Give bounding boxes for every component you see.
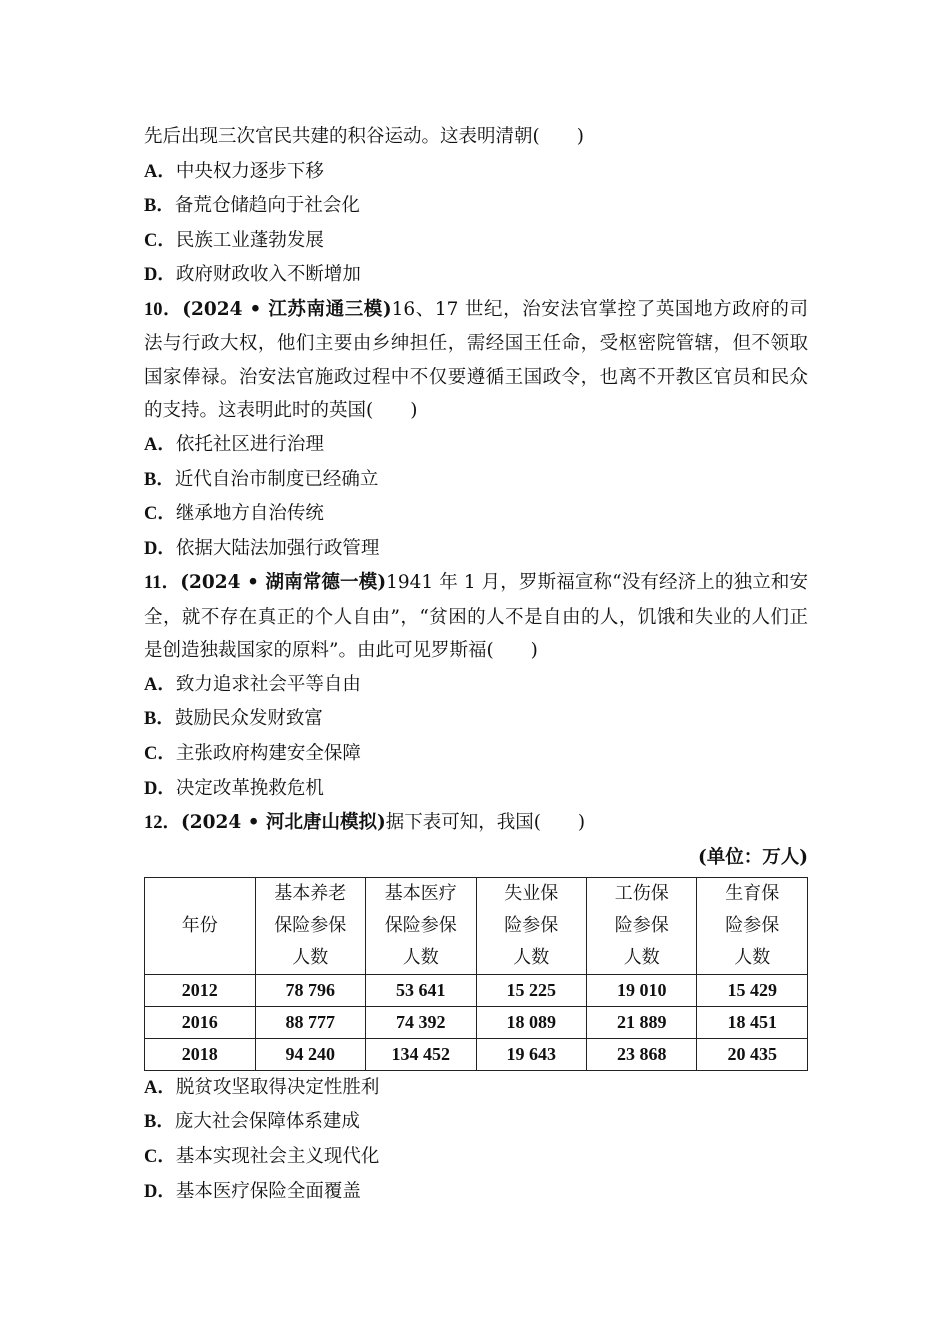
- q12-option-b: B．庞大社会保障体系建成: [144, 1111, 360, 1133]
- header-unemployment: 失业保 险参保 人数: [476, 877, 586, 974]
- header-work-injury: 工伤保 险参保 人数: [586, 877, 696, 974]
- table-cell: 21 889: [586, 1006, 696, 1038]
- table-cell: 23 868: [586, 1038, 696, 1070]
- q11-stem: 11．(2024 • 湖南常德一模)1941 年 1 月，罗斯福宣称“没有经济上的独立和安全，就不存在真正的个人自由”，“贫困的人不是自由的人，饥饿和失业的人们正是创造独裁国家的原料”。由此可见罗斯福( ): [144, 572, 808, 662]
- header-maternity: 生育保 险参保 人数: [697, 877, 808, 974]
- q11-option-b: B．鼓励民众发财致富: [144, 708, 323, 730]
- table-cell: 15 429: [697, 974, 808, 1006]
- header-medical: 基本医疗 保险参保 人数: [366, 877, 476, 974]
- q10-option-c: C．继承地方自治传统: [144, 503, 324, 525]
- table-cell: 88 777: [255, 1006, 365, 1038]
- q12-unit-label: (单位：万人): [697, 846, 808, 868]
- table-row: [145, 974, 808, 1006]
- table-cell: 19 643: [476, 1038, 586, 1070]
- header-pension: 基本养老 保险参保 人数: [255, 877, 365, 974]
- insurance-table: [144, 877, 808, 1071]
- table-cell: 94 240: [255, 1038, 365, 1070]
- table-row: [145, 1006, 808, 1038]
- q9-option-b: B．备荒仓储趋向于社会化: [144, 195, 360, 217]
- table-header-row: [145, 877, 808, 974]
- table-cell: 78 796: [255, 974, 365, 1006]
- table-cell: 74 392: [366, 1006, 476, 1038]
- q11-option-d: D．决定改革挽救危机: [144, 777, 324, 799]
- q12-stem: 12．(2024 • 河北唐山模拟)据下表可知，我国( ): [144, 812, 586, 834]
- exam-page: [144, 120, 808, 1209]
- table-cell: 15 225: [476, 974, 586, 1006]
- table-cell: 20 435: [697, 1038, 808, 1070]
- table-cell: 18 089: [476, 1006, 586, 1038]
- q11-option-a: A．致力追求社会平等自由: [144, 673, 361, 695]
- table-cell: 18 451: [697, 1006, 808, 1038]
- table-row: [145, 1038, 808, 1070]
- q10-option-a: A．依托社区进行治理: [144, 433, 324, 455]
- q9-stem-tail: 先后出现三次官民共建的积谷运动。这表明清朝( ): [144, 126, 584, 147]
- table-cell: 19 010: [586, 974, 696, 1006]
- q11-option-c: C．主张政府构建安全保障: [144, 743, 361, 765]
- q12-option-c: C．基本实现社会主义现代化: [144, 1146, 380, 1167]
- header-year: 年份: [145, 877, 256, 974]
- q12-option-d: D．基本医疗保险全面覆盖: [144, 1180, 361, 1202]
- q12-option-a: A．脱贫攻坚取得决定性胜利: [144, 1076, 380, 1098]
- q10-option-b: B．近代自治市制度已经确立: [144, 468, 379, 490]
- table-cell: 53 641: [366, 974, 476, 1006]
- table-cell: 2012: [145, 974, 256, 1006]
- q9-option-c: C．民族工业蓬勃发展: [144, 229, 324, 251]
- q9-option-a: A．中央权力逐步下移: [144, 160, 324, 182]
- table-cell: 2018: [145, 1038, 256, 1070]
- table-cell: 134 452: [366, 1038, 476, 1070]
- q10-stem: 10．(2024 • 江苏南通三模)16、17 世纪，治安法官掌控了英国地方政府的司法与行政大权，他们主要由乡绅担任，需经国王任命，受枢密院管辖，但不领取国家俸禄。治安法官施政过程中不仅要遵循王国政令，也离不开教区官员和民众的支持。这表明此时的英国( ): [144, 298, 808, 422]
- q10-option-d: D．依据大陆法加强行政管理: [144, 537, 380, 559]
- table-cell: 2016: [145, 1006, 256, 1038]
- q9-option-d: D．政府财政收入不断增加: [144, 264, 361, 286]
